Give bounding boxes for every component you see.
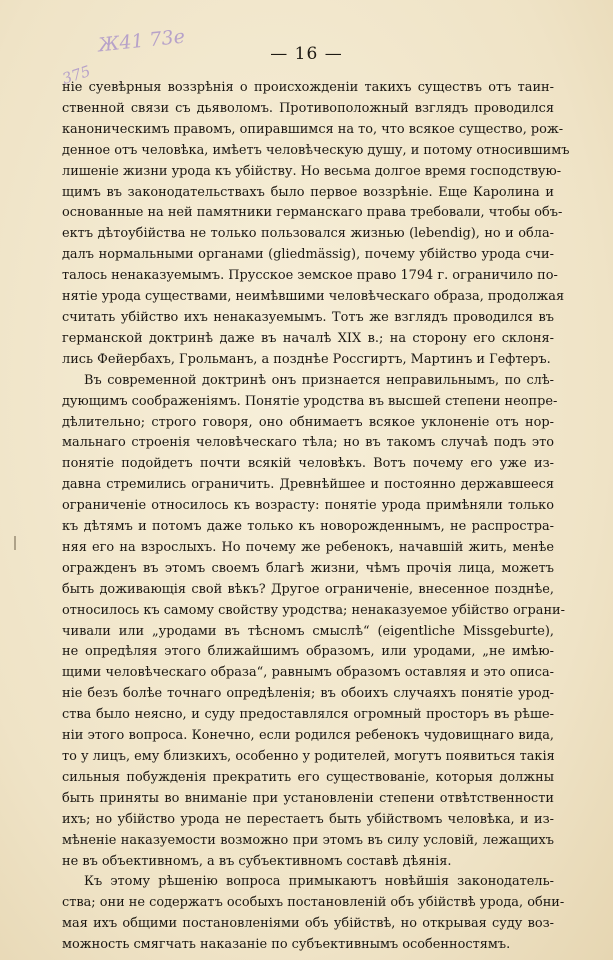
text-line: мая ихъ общими постановленіями объ убійствѣ, но открывая суду воз- xyxy=(62,916,554,932)
text-line: мѣненіе наказуемости возможно при этомъ въ силу условій, лежащихъ xyxy=(62,832,554,848)
text-line: щимъ въ законодательствахъ было первое воззрѣніе. Еще Каролина и xyxy=(62,184,554,200)
text-line: Въ современной доктринѣ онъ признается неправильнымъ, по слѣ- xyxy=(84,372,554,388)
text-line: давна стремились ограничить. Древнѣйшее и постоянно державшееся xyxy=(62,477,554,493)
text-line: дующимъ соображеніямъ. Понятіе уродства въ высшей степени неопре- xyxy=(62,393,558,409)
margin-mark xyxy=(14,536,16,550)
text-line: лись Фейербахъ, Грольманъ, а позднѣе Россгиртъ, Мартинъ и Гефтеръ. xyxy=(62,351,551,367)
text-line: ихъ; но убійство урода не перестаетъ быть убійствомъ человѣка, и из- xyxy=(62,811,554,827)
text-line: дѣлительно; строго говоря, оно обнимаетъ всякое уклоненіе отъ нор- xyxy=(62,414,554,430)
text-line: ніе безъ болѣе точнаго опредѣленія; въ обоихъ случаяхъ понятіе урод- xyxy=(62,686,554,702)
text-line: не въ объективномъ, а въ субъективномъ составѣ дѣянія. xyxy=(62,853,452,869)
text-line: ства; они не содержатъ особыхъ постановленій объ убійствѣ урода, обни- xyxy=(62,895,565,911)
handwritten-note: Ж41 73е xyxy=(97,25,186,57)
text-line: ства было неясно, и суду предоставлялся огромный просторъ въ рѣше- xyxy=(62,707,554,723)
text-line: Къ этому рѣшенію вопроса примыкаютъ новѣйшія законодатель- xyxy=(84,874,554,890)
text-line: чивали или „уродами въ тѣсномъ смыслѣ“ (eigentliche Missgeburte), xyxy=(62,623,554,639)
text-line: далъ нормальными органами (gliedmässig), почему убійство урода счи- xyxy=(62,247,554,263)
text-line: каноническимъ правомъ, опиравшимся на то, что всякое существо, рож- xyxy=(62,121,564,137)
text-line: быть приняты во вниманіе при установленіи степени отвѣтственности xyxy=(62,790,554,806)
handwritten-note-2: 375 xyxy=(59,62,93,88)
text-line: къ дѣтямъ и потомъ даже только къ новорожденнымъ, не распростра- xyxy=(62,519,554,535)
text-line: то у лицъ, ему близкихъ, особенно у родителей, могутъ появиться такія xyxy=(62,749,555,764)
text-line: считать убійство ихъ ненаказуемымъ. Тотъ же взглядъ проводился въ xyxy=(62,309,554,325)
text-line: ніи этого вопроса. Конечно, если родился ребенокъ чудовищнаго вида, xyxy=(62,728,554,744)
text-line: быть доживающія свой вѣкъ? Другое ограниченіе, внесенное позднѣе, xyxy=(62,581,554,597)
text-line: нятіе урода существами, неимѣвшими человѣческаго образа, продолжая xyxy=(62,289,565,305)
text-line: мальнаго строенія человѣческаго тѣла; но въ такомъ случаѣ подъ это xyxy=(62,435,554,451)
text-line: относилось къ самому свойству уродства; ненаказуемое убійство ограни- xyxy=(62,602,565,618)
text-line: основанные на ней памятники германскаго права требовали, чтобы объ- xyxy=(62,205,563,221)
text-line: щими человѣческаго образа“, равнымъ образомъ оставляя и это описа- xyxy=(62,665,554,681)
text-line: сильныя побужденія прекратить его существованіе, которыя должны xyxy=(62,769,554,785)
text-line: огражденъ въ этомъ своемъ благѣ жизни, чѣмъ прочія лица, можетъ xyxy=(62,560,554,576)
text-line: понятіе подойдетъ почти всякій человѣкъ. Вотъ почему его уже из- xyxy=(62,456,554,472)
text-line: няя его на взрослыхъ. Но почему же ребенокъ, начавшій жить, менѣе xyxy=(62,539,554,555)
page-number: — 16 — xyxy=(270,44,343,64)
text-line: денное отъ человѣка, имѣетъ человѣческую душу, и потому относившимъ xyxy=(62,142,570,158)
body-text xyxy=(62,78,570,956)
text-line: ограниченіе относилось къ возрасту: понятіе урода примѣняли только xyxy=(62,498,554,514)
text-line: не опредѣляя этого ближайшимъ образомъ, или уродами, „не имѣю- xyxy=(62,644,554,660)
text-line: можность смягчать наказаніе по субъективнымъ особенностямъ. xyxy=(62,937,511,953)
text-line: ніе суевѣрныя воззрѣнія о происхожденіи такихъ существъ отъ таин- xyxy=(62,80,554,95)
text-line: талось ненаказуемымъ. Прусское земское право 1794 г. ограничило по- xyxy=(62,268,558,284)
text-line: ственной связи съ дьяволомъ. Противоположный взглядъ проводился xyxy=(62,100,554,116)
text-line: лишеніе жизни урода къ убійству. Но весьма долгое время господствую- xyxy=(62,163,562,179)
text-line: германской доктринѣ даже въ началѣ XIX в.; на сторону его склоня- xyxy=(62,330,554,346)
text-line: ектъ дѣтоубійства не только пользовался жизнью (lebendig), но и обла- xyxy=(62,226,554,242)
